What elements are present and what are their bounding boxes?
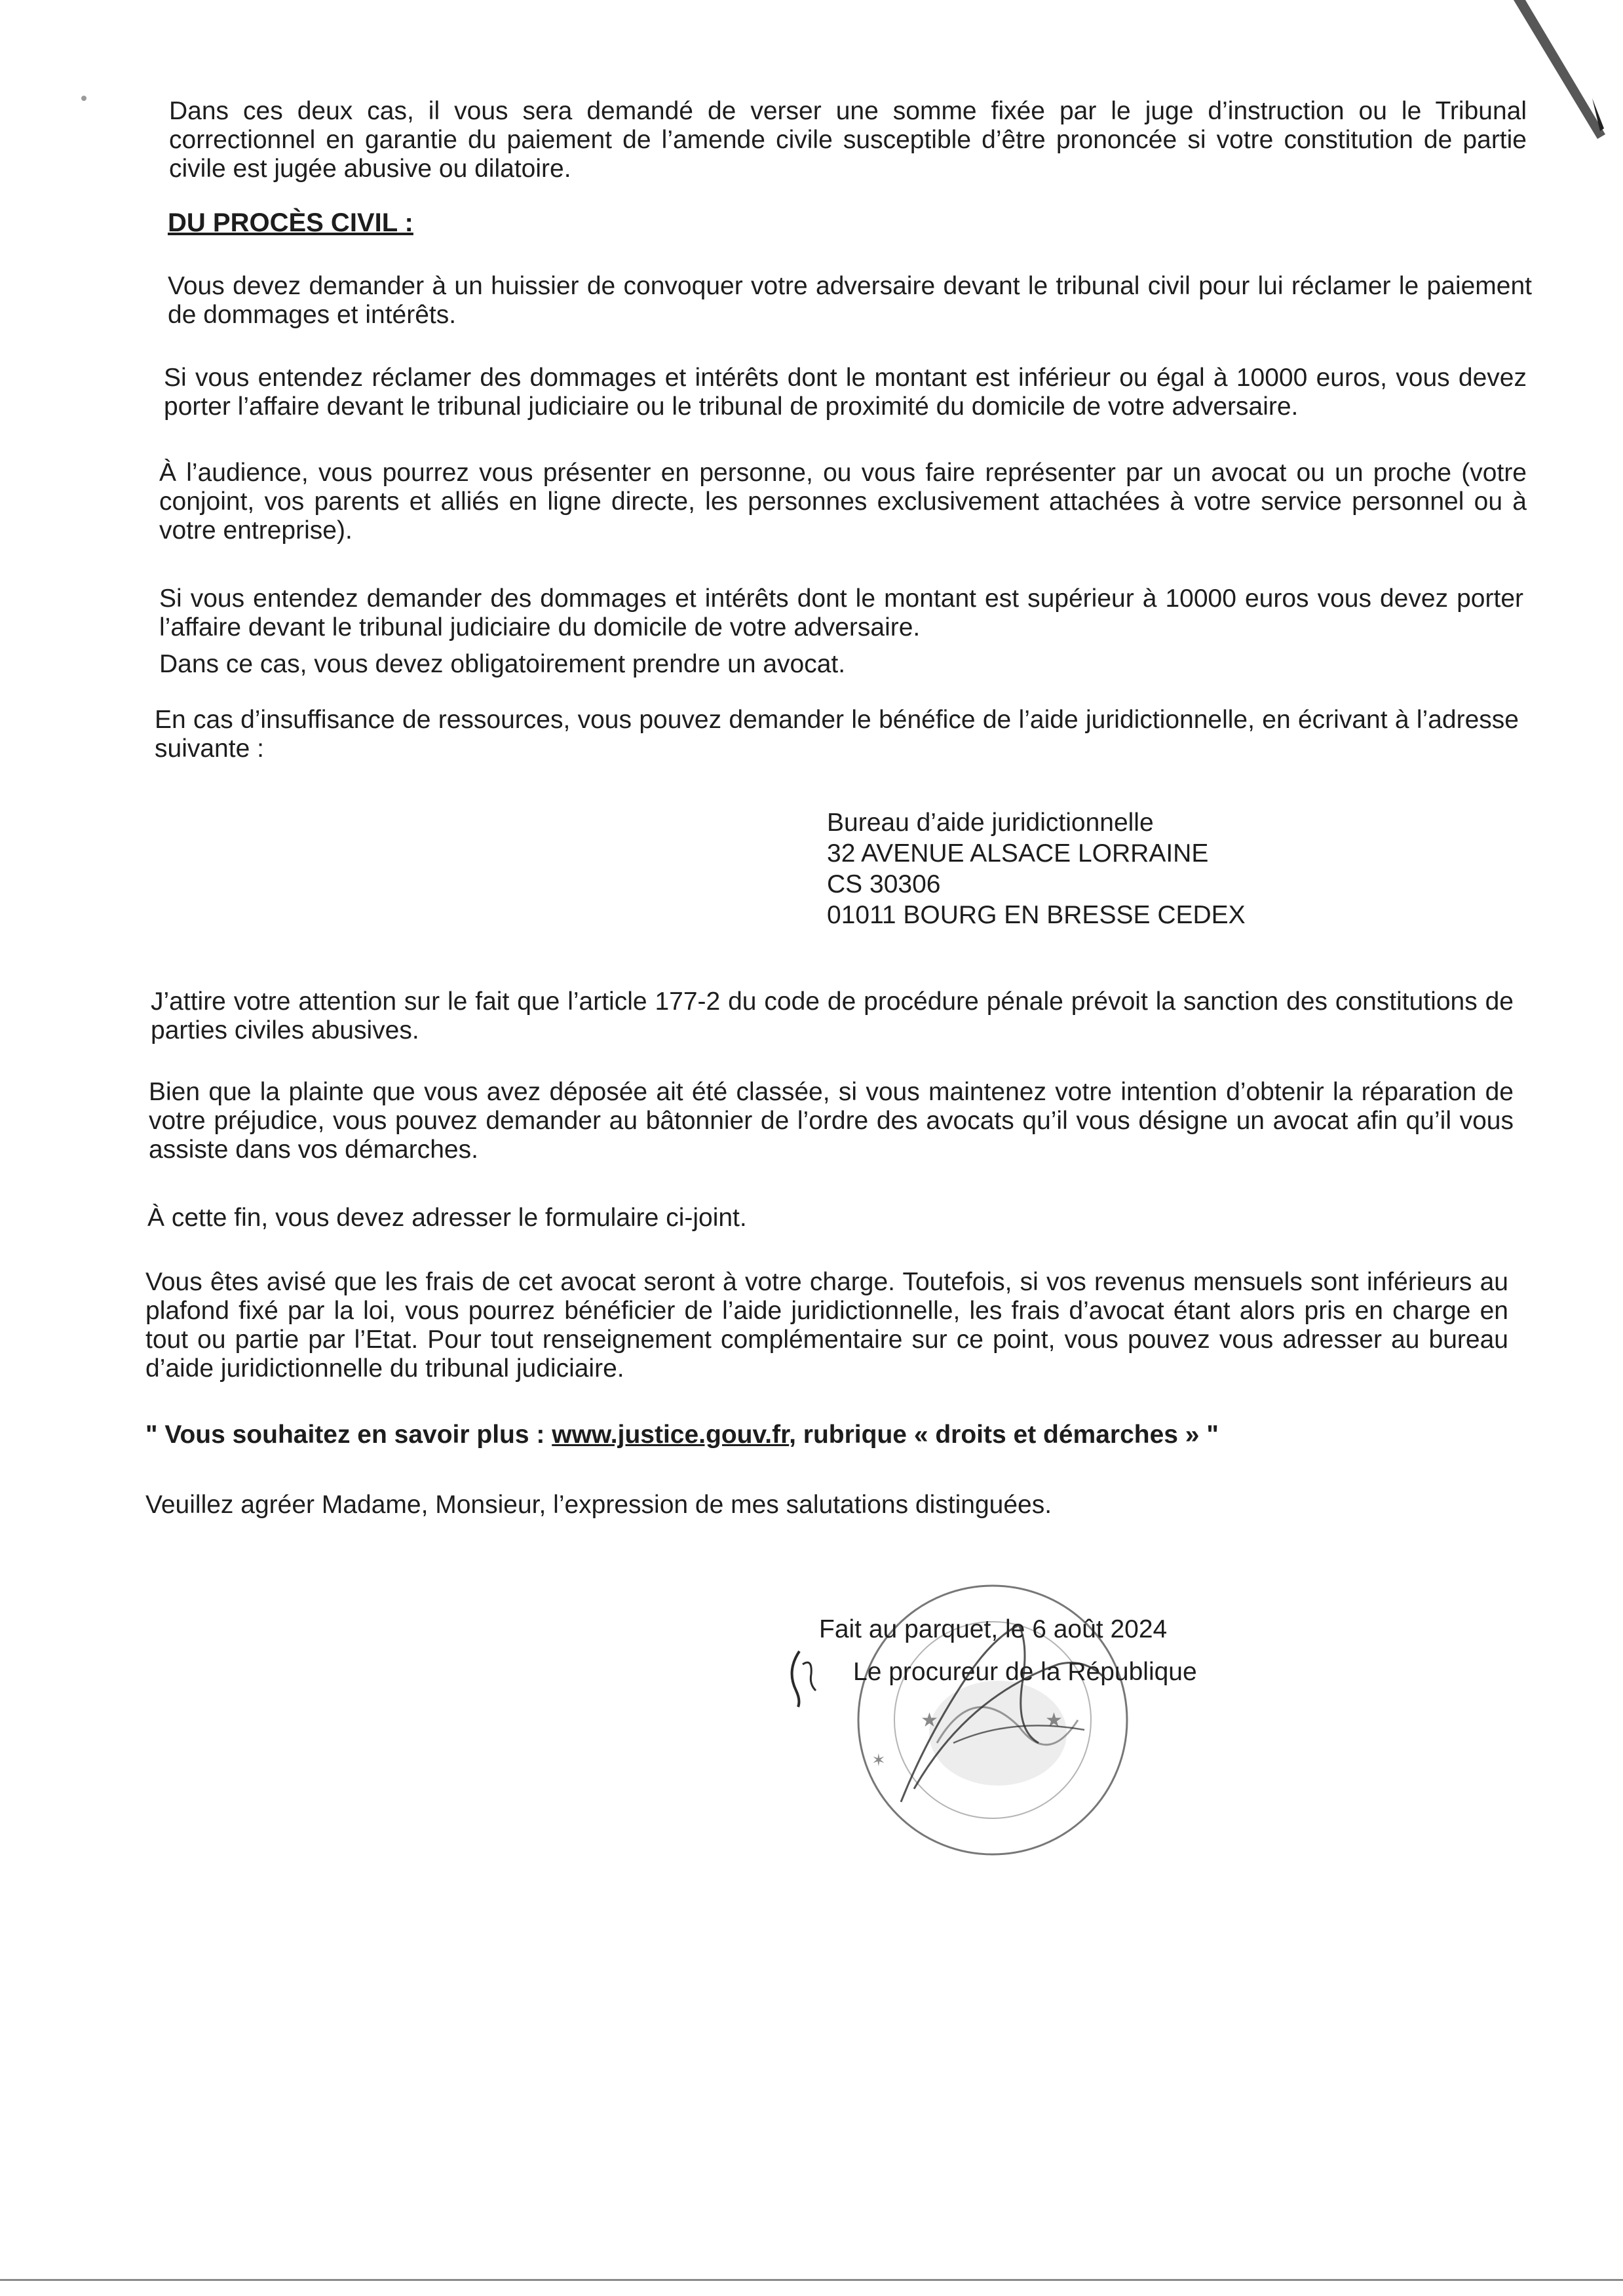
svg-text:✶: ✶ — [871, 1751, 886, 1770]
scan-corner-streak — [1514, 0, 1612, 151]
paragraph-frais-avocat: Vous êtes avisé que les frais de cet avocat seront à votre charge. Toutefois, si vos revenus mensuels sont inférieurs au plafond fixé par la loi, vous pourrez bénéficier de l’aide juridictionnelle, les frais d’avocat étant alors pris en charge en tout ou partie par l’Etat. Pour tout renseignement complémentaire sur ce point, vous pouvez vous adresser au bureau d’aide juridictionnelle du tribunal judiciaire. — [145, 1268, 1508, 1383]
svg-text:★: ★ — [1045, 1709, 1063, 1732]
signature-place-date: Fait au parquet, le 6 août 2024 — [819, 1615, 1168, 1643]
address-block — [827, 807, 1246, 930]
address-line-bureau: Bureau d’aide juridictionnelle — [827, 809, 1154, 837]
info-line-suffix: , rubrique « droits et démarches » " — [789, 1421, 1219, 1449]
closing-salutation: Veuillez agréer Madame, Monsieur, l’expression de mes salutations distinguées. — [145, 1491, 1052, 1519]
paragraph-avocat-obligatoire: Dans ce cas, vous devez obligatoirement prendre un avocat. — [159, 650, 846, 678]
scan-bottom-edge — [0, 2279, 1623, 2281]
paragraph-batonnier: Bien que la plainte que vous avez déposée ait été classée, si vous maintenez votre intention d’obtenir la réparation de votre préjudice, vous pouvez demander au bâtonnier de l’ordre des avocats qu’il vous désigne un avocat afin qu’il vous assiste dans vos démarches. — [149, 1078, 1514, 1164]
svg-text:★: ★ — [921, 1709, 938, 1732]
info-line-prefix: " Vous souhaitez en savoir plus : — [145, 1421, 552, 1449]
paragraph-deposit: Dans ces deux cas, il vous sera demandé de verser une somme fixée par le juge d’instruction ou le Tribunal correctionnel en garantie du paiement de l’amende civile susceptible d’être prononcée si votre constitution de partie civile est jugée abusive ou dilatoire. — [169, 97, 1527, 183]
justice-website-link[interactable]: www.justice.gouv.fr — [552, 1421, 790, 1449]
section-heading-proces-civil: DU PROCÈS CIVIL : — [168, 208, 413, 237]
signature-scribble — [888, 1605, 1163, 1815]
paragraph-aide-juridictionnelle: En cas d’insuffisance de ressources, vous pouvez demander le bénéfice de l’aide juridictionnelle, en écrivant à l’adresse suivante : — [155, 706, 1519, 763]
address-line-cs: CS 30306 — [827, 870, 941, 898]
paragraph-formulaire: À cette fin, vous devez adresser le formulaire ci-joint. — [147, 1204, 747, 1232]
signature-title: Le procureur de la République — [853, 1658, 1197, 1686]
info-line — [145, 1421, 1219, 1449]
paragraph-under-10000: Si vous entendez réclamer des dommages et intérêts dont le montant est inférieur ou égal à 10000 euros, vous devez porter l’affaire devant le tribunal judiciaire ou le tribunal de proximité du domicile de votre adversaire. — [164, 364, 1527, 421]
scan-dot-mark — [81, 96, 86, 101]
address-line-city: 01011 BOURG EN BRESSE CEDEX — [827, 901, 1246, 929]
paragraph-huissier: Vous devez demander à un huissier de convoquer votre adversaire devant le tribunal civil pour lui réclamer le paiement de dommages et intérêts. — [168, 272, 1532, 329]
handwritten-signature — [773, 1638, 845, 1710]
paragraph-article-177-2: J’attire votre attention sur le fait que l’article 177-2 du code de procédure pénale prévoit la sanction des constitutions de parties civiles abusives. — [151, 987, 1514, 1044]
paragraph-audience: À l’audience, vous pourrez vous présenter en personne, ou vous faire représenter par un avocat ou un proche (votre conjoint, vos parents et alliés en ligne directe, les personnes exclusivement attachées à votre service personnel ou à votre entreprise). — [159, 459, 1527, 545]
paragraph-over-10000: Si vous entendez demander des dommages et intérêts dont le montant est supérieur à 10000 euros vous devez porter l’affaire devant le tribunal judiciaire du domicile de votre adversaire. — [159, 584, 1523, 641]
address-line-street: 32 AVENUE ALSACE LORRAINE — [827, 839, 1209, 868]
